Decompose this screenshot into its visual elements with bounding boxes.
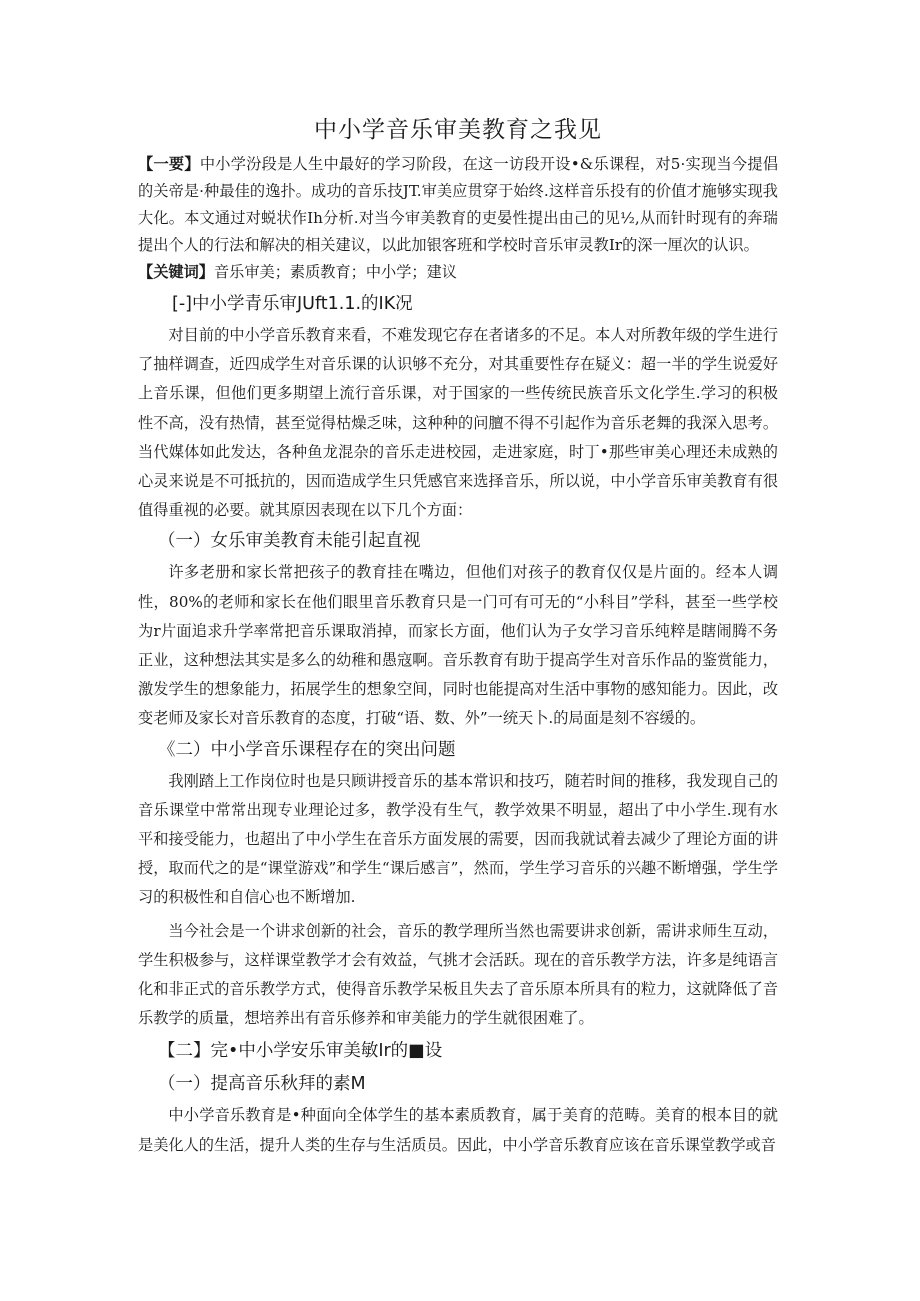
section-1b-heading: 《二）中小学音乐课程存在的突出问题 [158, 739, 456, 760]
section-1b-paragraph-1: 我刚踏上工作岗位时也是只顾讲授音乐的基本常识和技巧，随若时间的推移，我发现自己的音乐课堂中常常出现专业理论过多，教学没有生气，教学效果不明显，超出了中小学生.现有水平和接受能力，也超出了中小学生在音乐方面发展的需要，因而我就试着去减少了理论方面的讲授，取而代之的是“课堂游戏”和学生“课后感言”，然而，学生学习音乐的兴趣不断增强，学生学习的积极性和自信心也不断增加. [138, 771, 778, 907]
keywords-label: 【关键词】 [138, 263, 214, 281]
section-2-heading: 【二】完•中小学安乐审美敏Ir的■设 [158, 1041, 443, 1062]
section-1-heading: [-]中小学青乐审JUft1.1.的IK况 [172, 294, 413, 314]
section-2a-heading: （一）提高音乐秋拜的素M [158, 1074, 366, 1095]
section-2a-paragraph: 中小学音乐教育是•种面向全体学生的基本素质教育，属于美育的范畴。美育的根本目的就是美化人的生活，提升人类的生存与生活质员。因此，中小学音乐教育应该在音乐课堂教学或音 [138, 1106, 778, 1154]
section-1a-paragraph: 许多老册和家长常把孩子的教育挂在嘴边，但他们对孩子的教育仅仅是片面的。经本人调性，80%的老师和家长在他们眼里音乐教育只是一门可有可无的“小科目”学科，甚至一些学校为r片面追求升学率常把音乐课取消掉，而家长方面，他们认为子女学习音乐纯粹是瞎闹腾不务正业，这种想法其实是多么的幼稚和愚寇啊。音乐教育有助于提高学生对音乐作品的鉴赏能力，激发学生的想象能力，拓展学生的想象空间，同时也能提高对生活中事物的感知能力。因此，改变老师及家长对音乐教育的态度，打破“语、数、外”一统天卜.的局面是刻不容缓的。 [138, 563, 778, 728]
section-1b-paragraph-2: 当今社会是一个讲求创新的社会，音乐的教学理所当然也需要讲求创新，需讲求师生互动，学生积极参与，这样课堂教学才会有效益，气挑才会活跃。现在的音乐教学方法，许多是纯语言化和非正式的音乐教学方式，使得音乐教学呆板且失去了音乐原本所具有的粒力，这就降低了音乐教学的质量，想培养出有音乐修养和审美能力的学生就很困难了。 [138, 921, 778, 1028]
abstract-label: 【一要】 [138, 155, 200, 173]
document-title: 中小学音乐审美教育之我见 [314, 117, 602, 143]
section-1-paragraph: 对目前的中小学音乐教育来看，不难发现它存在者诸多的不足。本人对所教年级的学生进行了抽样调查，近四成学生对音乐课的认识够不充分，对其重要性存在疑义：超一半的学生说爱好上音乐课，但他们更多期望上流行音乐课，对于国家的一些传统民族音乐文化学生.学习的积极性不高，没有热情，甚至觉得枯燥乏味，这种种的问膻不得不引起作为音乐老舞的我深入思考。当代媒体如此发达，各种鱼龙混杂的音乐走进校园，走进家庭，时丁•那些审美心理还未成熟的心灵来说是不可抵抗的，因而造成学生只凭感官来选择音乐，所以说，中小学音乐审美教育有很值得重视的必要。就其原因表现在以下几个方面： [138, 326, 778, 520]
keywords-text: 音乐审美；素质教育；中小学；建议 [213, 263, 457, 281]
keywords [138, 259, 778, 286]
document-page [138, 0, 778, 1160]
abstract [138, 151, 778, 259]
abstract-text: 中小学汾段是人生中最好的学习阶段，在这一访段开设•&乐课程，对5·实现当今提倡的关帝是·种最佳的逸扑。成功的音乐技JT.审美应贯穿于始终.这样音乐投有的价值才施够实现我大化。本文通过对蜕状作Ih分析.对当今审美教育的吏晏性提出由己的见½,从而针时现有的奔瑞提出个人的行法和解决的相关建议，以此加银客班和学校时音乐审灵教Ir的深一厘次的认识。 [138, 155, 779, 254]
section-1a-heading: （一）女乐审美教育未能引起直视 [158, 531, 421, 552]
